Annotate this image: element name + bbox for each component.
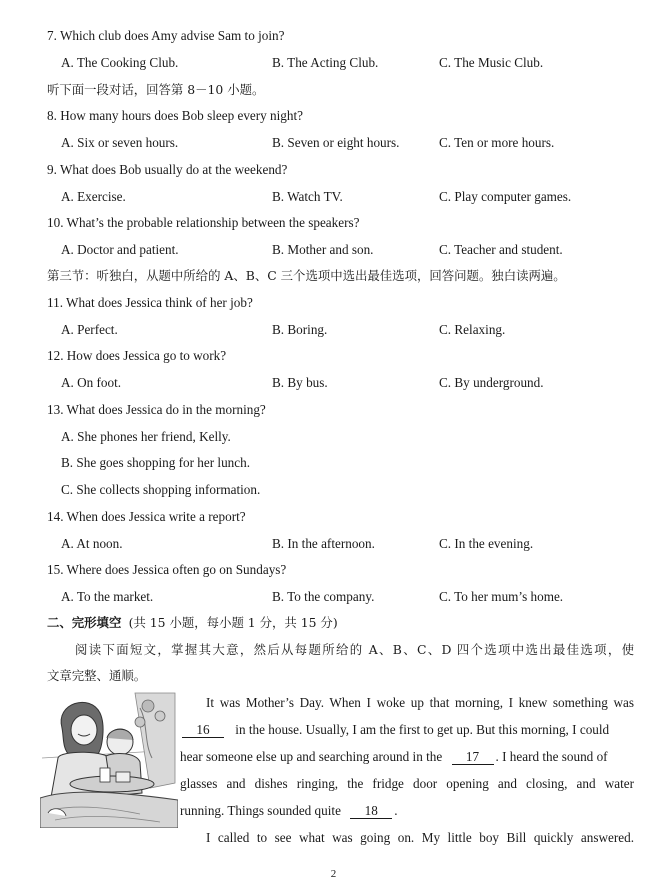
question-stem-14: 14. When does Jessica write a report? (47, 509, 246, 524)
option-12b: B. By bus. (272, 375, 328, 390)
section-note: (共 15 小题，每小题 1 分，共 15 分) (128, 615, 338, 630)
section-heading (47, 614, 338, 632)
passage-line-5-text-b: . (394, 803, 398, 818)
option-11b: B. Boring. (272, 322, 328, 337)
blank-16[interactable]: 16 (182, 722, 224, 738)
option-8a: A. Six or seven hours. (61, 135, 179, 150)
option-10c: C. Teacher and student. (439, 242, 563, 257)
option-8c: C. Ten or more hours. (439, 135, 555, 150)
question-stem-12: 12. How does Jessica go to work? (47, 348, 227, 363)
option-12c: C. By underground. (439, 375, 544, 390)
cloze-intro-line1-text: 阅读下面短文，掌握其大意，然后从每题所给的 A、B、C、D 四个选项中选出最佳选项，使 (75, 642, 634, 657)
option-7c: C. The Music Club. (439, 55, 544, 70)
passage-line-6: I called to see what was going on. My little boy Bill quickly answered. (206, 830, 634, 845)
option-15b: B. To the company. (272, 589, 375, 604)
option-13b: B. She goes shopping for her lunch. (61, 455, 250, 470)
question-stem-11: 11. What does Jessica think of her job? (47, 295, 253, 310)
blank-18[interactable]: 18 (350, 803, 392, 819)
passage-line-2 (180, 721, 634, 739)
question-stem-7: 7. Which club does Amy advise Sam to join? (47, 28, 285, 43)
option-11a: A. Perfect. (61, 322, 118, 337)
option-11c: C. Relaxing. (439, 322, 506, 337)
option-14a: A. At noon. (61, 536, 123, 551)
cloze-intro-line2: 文章完整、通顺。 (47, 668, 147, 683)
option-9c: C. Play computer games. (439, 189, 572, 204)
passage-line-3 (180, 748, 634, 766)
option-12a: A. On foot. (61, 375, 122, 390)
option-14c: C. In the evening. (439, 536, 534, 551)
page-number: 2 (330, 868, 337, 880)
blank-17[interactable]: 17 (452, 749, 494, 765)
passage-line-1: It was Mother’s Day. When I woke up that morning, I knew something was (206, 695, 634, 710)
option-14b: B. In the afternoon. (272, 536, 375, 551)
question-stem-10: 10. What’s the probable relationship between the speakers? (47, 215, 360, 230)
passage-line-2-text: in the house. Usually, I am the first to get up. But this morning, I could (235, 722, 610, 737)
instruction-section-3: 第三节：听独白，从题中所给的 A、B、C 三个选项中选出最佳选项，回答问题。独白读两遍。 (47, 268, 566, 283)
question-stem-15: 15. Where does Jessica often go on Sundays? (47, 562, 287, 577)
option-10b: B. Mother and son. (272, 242, 374, 257)
question-stem-8: 8. How many hours does Bob sleep every night? (47, 108, 304, 123)
question-stem-13: 13. What does Jessica do in the morning? (47, 402, 266, 417)
instruction-dialog-8-10: 听下面一段对话，回答第 8－10 小题。 (47, 82, 265, 97)
option-7a: A. The Cooking Club. (61, 55, 179, 70)
option-10a: A. Doctor and patient. (61, 242, 179, 257)
section-title: 二、完形填空 (47, 615, 122, 630)
passage-line-3-text-b: . I heard the sound of (495, 749, 608, 764)
option-9a: A. Exercise. (61, 189, 126, 204)
option-13a: A. She phones her friend, Kelly. (61, 429, 231, 444)
passage-line-4: glasses and dishes ringing, the fridge door opening and closing, and water (180, 776, 634, 791)
option-9b: B. Watch TV. (272, 189, 343, 204)
option-8b: B. Seven or eight hours. (272, 135, 400, 150)
cloze-intro-line1 (75, 641, 634, 659)
option-7b: B. The Acting Club. (272, 55, 379, 70)
passage-line-5-text-a: running. Things sounded quite (180, 803, 341, 818)
question-stem-9: 9. What does Bob usually do at the weekend? (47, 162, 288, 177)
mothers-day-illustration (40, 688, 178, 828)
option-13c: C. She collects shopping information. (61, 482, 261, 497)
passage-line-5 (180, 802, 634, 820)
passage-line-3-text-a: hear someone else up and searching around in the (180, 749, 443, 764)
option-15c: C. To her mum’s home. (439, 589, 564, 604)
option-15a: A. To the market. (61, 589, 154, 604)
